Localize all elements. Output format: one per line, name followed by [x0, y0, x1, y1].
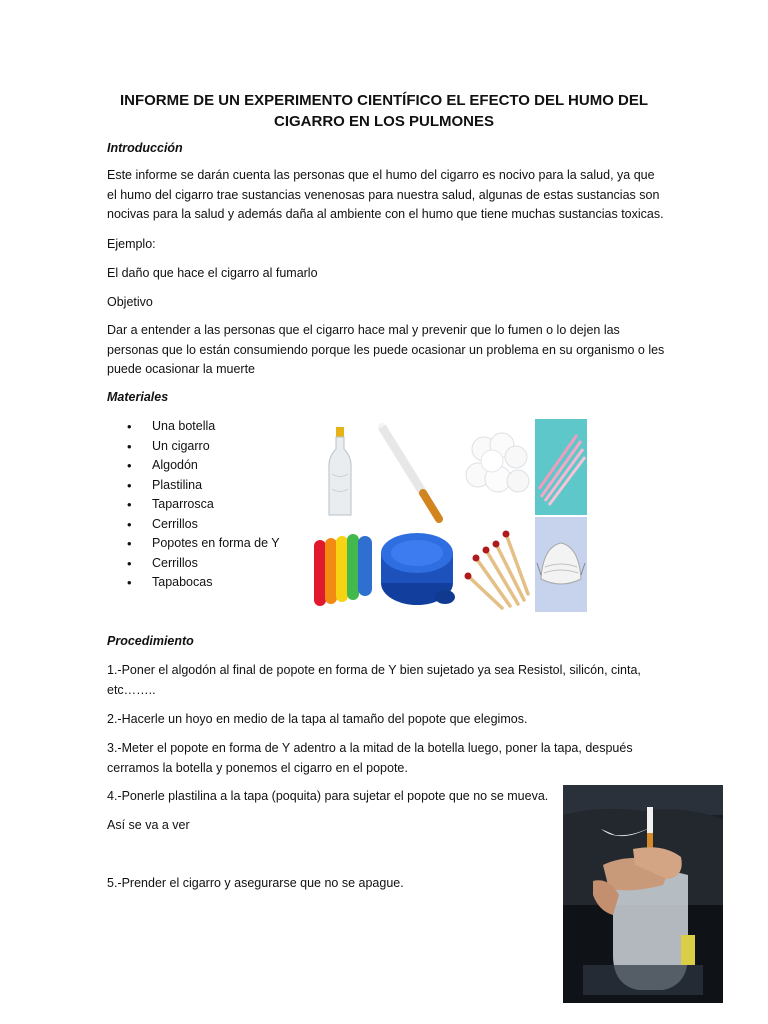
materials-list: [107, 417, 280, 593]
face-mask-image: [535, 517, 587, 612]
objective-paragraph: Dar a entender a las personas que el cigarro hace mal y prevenir que lo fumen o lo dejen las personas que lo están consumiendo porque les puede ocasionar un problema en su organismo o les puede ocasionar la muerte: [107, 323, 665, 376]
list-item: • Algodón: [107, 456, 280, 476]
list-item: • Cerrillos: [107, 515, 280, 535]
list-item: • Tapabocas: [107, 573, 280, 593]
experiment-photo: [563, 785, 723, 1003]
bottle-cap-image: [377, 527, 462, 612]
list-item: • Plastilina: [107, 476, 280, 496]
list-item: • Taparrosca: [107, 495, 280, 515]
document-title: INFORME DE UN EXPERIMENTO CIENTÍFICO EL EFECTO DEL HUMO DEL CIGARRO EN LOS PULMONES: [119, 92, 649, 130]
cotton-image: [462, 419, 534, 515]
procedure-heading: Procedimiento: [107, 634, 194, 648]
list-item: • Un cigarro: [107, 437, 280, 457]
intro-paragraph: Este informe se darán cuenta las personas que el humo del cigarro es nocivo para la salud, ya que el humo del cigarro trae sustancias venenosas para nuestra salud, algunas de estas sustancias son nocivas para la salud y además daña al ambiente con el humo que tiene muchas sustancias toxicas.: [107, 168, 664, 221]
procedure-step-4: 4.-Ponerle plastilina a la tapa (poquita) para sujetar el popote que no se mueva.: [107, 789, 549, 803]
procedure-note: Así se va a ver: [107, 818, 190, 832]
materials-heading: Materiales: [107, 390, 169, 404]
procedure-step-3: 3.-Meter el popote en forma de Y adentro a la mitad de la botella luego, poner la tapa, después cerramos la botella y ponemos el cigarro en el popote.: [107, 741, 633, 775]
straws-image: [535, 419, 587, 515]
example-label: Ejemplo:: [107, 237, 156, 251]
procedure-step-5: 5.-Prender el cigarro y asegurarse que no se apague.: [107, 876, 404, 890]
example-text: El daño que hace el cigarro al fumarlo: [107, 266, 318, 280]
cigarette-image: [377, 419, 462, 529]
plasticine-image: [312, 532, 375, 612]
intro-heading: Introducción: [107, 141, 183, 155]
bottle-image: [312, 419, 374, 517]
list-item: • Popotes en forma de Y: [107, 534, 280, 554]
list-item: • Una botella: [107, 417, 280, 437]
procedure-step-2: 2.-Hacerle un hoyo en medio de la tapa al tamaño del popote que elegimos.: [107, 712, 528, 726]
list-item: • Cerrillos: [107, 554, 280, 574]
matches-image: [462, 520, 534, 612]
objective-heading: Objetivo: [107, 295, 153, 309]
procedure-step-1: 1.-Poner el algodón al final de popote en forma de Y bien sujetado ya sea Resistol, silicón, cinta, etc……..: [107, 663, 641, 697]
